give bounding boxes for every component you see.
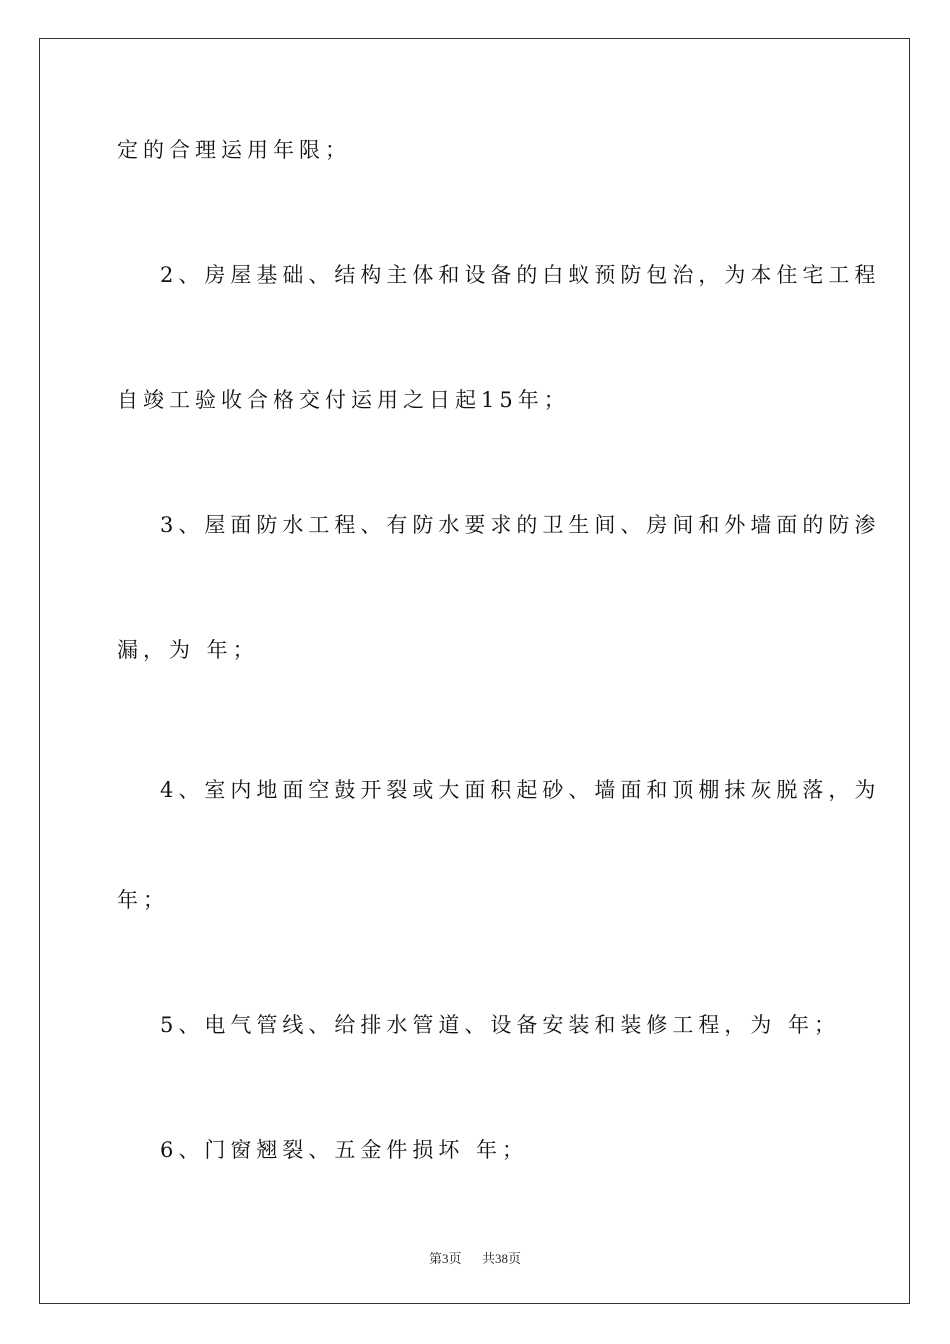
current-page-label: 第3页 — [428, 1251, 462, 1266]
paragraph-line-1: 定的合理运用年限； — [117, 138, 351, 162]
total-pages-label: 共38页 — [482, 1251, 522, 1266]
paragraph-line-4: 3、屋面防水工程、有防水要求的卫生间、房间和外墙面的防渗 — [160, 513, 881, 537]
page-footer — [0, 1248, 950, 1267]
paragraph-line-2: 2、房屋基础、结构主体和设备的白蚁预防包治，为本住宅工程 — [160, 263, 881, 287]
paragraph-line-9: 6、门窗翘裂、五金件损坏 年； — [160, 1138, 529, 1162]
paragraph-line-8: 5、电气管线、给排水管道、设备安装和装修工程，为 年； — [160, 1013, 841, 1037]
paragraph-line-6: 4、室内地面空鼓开裂或大面积起砂、墙面和顶棚抹灰脱落，为 — [160, 778, 881, 802]
page-frame — [39, 38, 910, 1304]
paragraph-line-3: 自竣工验收合格交付运用之日起15年； — [117, 388, 570, 412]
paragraph-line-5: 漏，为 年； — [117, 638, 259, 662]
paragraph-line-7: 年； — [117, 888, 169, 912]
